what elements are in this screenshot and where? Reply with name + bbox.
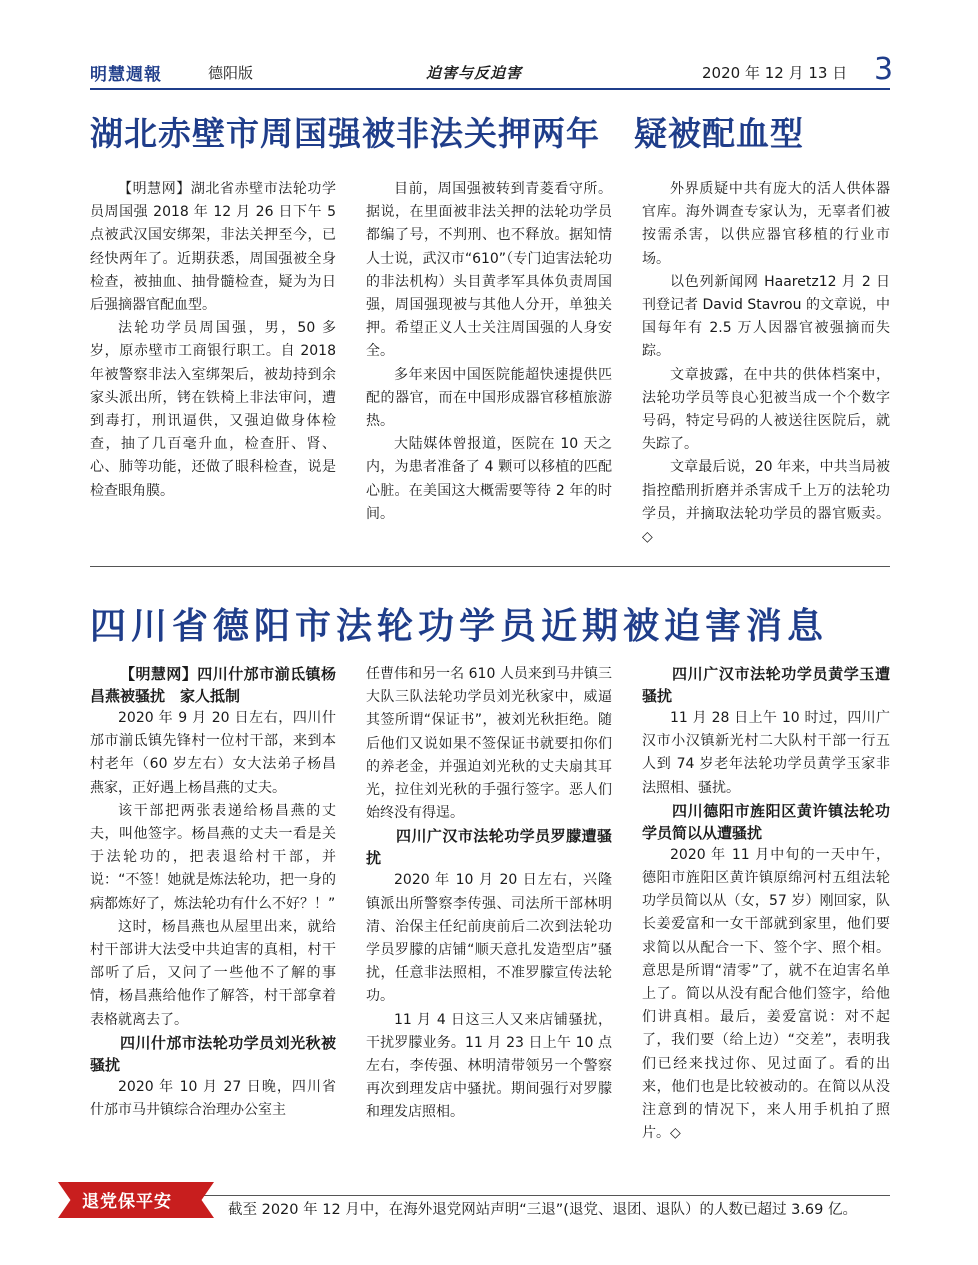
paragraph: 2020 年 9 月 20 日左右，四川什邡市湔氐镇先锋村一位村干部，来到本村老年（60 岁左右）女大法弟子杨昌燕家，正好遇上杨昌燕的丈夫。 <box>90 710 336 796</box>
article1-headline: 湖北赤壁市周国强被非法关押两年 疑被配血型 <box>90 114 804 153</box>
article1-column-1 <box>90 178 336 503</box>
subheading: 四川广汉市法轮功学员罗朦遭骚扰 <box>366 827 612 868</box>
paragraph: 该干部把两张表递给杨昌燕的丈夫，叫他签字。杨昌燕的丈夫一看是关于法轮功的，把表退给村干部，并说：“不签！她就是炼法轮功，把一身的病都炼好了，炼法轮功有什么不好？！” <box>90 802 336 912</box>
article2-headline: 四川省德阳市法轮功学员近期被迫害消息 <box>90 606 829 647</box>
paragraph: 文章最后说，20 年来，中共当局被指控酷刑折磨并杀害成千上万的法轮功学员，并摘取法轮功学员的器官贩卖。◇ <box>642 459 890 546</box>
paragraph: 2020 年 11 月中旬的一天中午，德阳市旌阳区黄许镇原绵河村五组法轮功学员简以从（女，57 岁）刚回家，队长姜爱富和一女干部就到家里，他们要求简以从配合一下、签个字、照个相。意思是所谓“清零”了，就不在迫害名单上了。简以从没有配合他们签字，给他们讲真相。最后，姜爱富说：对不起了，我们要（给上边）“交差”，表明我们已经来找过你、见过面了。看的出来，他们也是比较被动的。在简以从没注意到的情况下，来人用手机拍了照片。◇ <box>642 846 890 1142</box>
paragraph: 11 月 4 日这三人又来店铺骚扰，干扰罗朦业务。11 月 23 日上午 10 点左右，李传强、林明清带领另一个警察再次到理发店中骚扰。期间强行对罗朦和理发店照相。 <box>366 1011 612 1121</box>
ribbon-label: 退党保平安 <box>82 1192 172 1212</box>
footer-notice: 截至 2020 年 12 月中，在海外退党网站声明“三退”(退党、退团、退队）的人数已超过 3.69 亿。 <box>228 1202 857 1218</box>
subheading: 四川什邡市法轮功学员刘光秋被骚扰 <box>90 1033 336 1074</box>
paragraph: 外界质疑中共有庞大的活人供体器官库。海外调查专家认为，无辜者们被按需杀害，以供应器官移植的行业市场。 <box>642 181 890 267</box>
paragraph: 目前，周国强被转到青菱看守所。据说，在里面被非法关押的法轮功学员都编了号，不判刑、也不释放。据知情人士说，武汉市“610”（专门迫害法轮功的非法机构）头目黄孝军具体负责周国强，周国强现被与其他人分开，单独关押。希望正义人士关注周国强的人身安全。 <box>366 181 612 360</box>
paragraph: 法轮功学员周国强，男，50 多岁，原赤壁市工商银行职工。自 2018 年被警察非法入室绑架后，被劫持到余家头派出所，铐在铁椅上非法审问，遭到毒打，刑讯逼供，又强迫做身体检查，抽了几百毫升血，检查肝、肾、心、肺等功能，还做了眼科检查，说是检查眼角膜。 <box>90 320 336 499</box>
masthead: 明慧週報 <box>90 65 162 85</box>
header-rule <box>90 88 890 90</box>
footer-rule <box>90 1195 890 1196</box>
lead-subheading: 【明慧网】四川什邡市湔氐镇杨昌燕被骚扰 家人抵制 <box>90 665 336 705</box>
article2-column-3 <box>642 663 890 1145</box>
section-title: 迫害与反迫害 <box>426 64 523 82</box>
paragraph: 这时，杨昌燕也从屋里出来，就给村干部讲大法受中共迫害的真相，村干部听了后，又问了一些他不了解的事情，杨昌燕给他作了解答，村干部拿着表格就离去了。 <box>90 918 336 1028</box>
page-number: 3 <box>874 52 894 87</box>
article2-column-1 <box>90 663 336 1122</box>
paragraph: 11 月 28 日上午 10 时过，四川广汉市小汉镇新光村二大队村干部一行五人到 74 岁老年法轮功学员黄学玉家非法照相、骚扰。 <box>642 710 890 796</box>
paragraph: 2020 年 10 月 27 日晚，四川省什邡市马井镇综合治理办公室主 <box>90 1078 336 1119</box>
article2-column-2 <box>366 663 612 1125</box>
paragraph: 大陆媒体曾报道，医院在 10 天之内，为患者准备了 4 颗可以移植的匹配心脏。在美国这大概需要等待 2 年的时间。 <box>366 436 612 522</box>
paragraph: 任曹伟和另一名 610 人员来到马井镇三大队三队法轮功学员刘光秋家中，威逼其签所谓“保证书”，被刘光秋拒绝。随后他们又说如果不签保证书就要扣你们的养老金，并强迫刘光秋的丈夫扇其耳光，拉住刘光秋的手强行签字。恶人们始终没有得逞。 <box>366 666 612 822</box>
paragraph: 文章披露，在中共的供体档案中，法轮功学员等良心犯被当成一个个数字号码，特定号码的人被送往医院后，就失踪了。 <box>642 366 890 453</box>
subheading: 四川德阳市旌阳区黄许镇法轮功学员简以从遭骚扰 <box>642 801 890 842</box>
paragraph: 【明慧网】湖北省赤壁市法轮功学员周国强 2018 年 12 月 26 日下午 5 点被武汉国安绑架，非法关押至今，已经快两年了。近期获悉，周国强被全身检查，被抽血、抽骨髓检查，疑为为日后强摘器官配血型。 <box>90 181 336 314</box>
page-header <box>90 52 894 88</box>
article1-column-2 <box>366 178 612 526</box>
article1-column-3 <box>642 178 890 549</box>
article-divider <box>90 566 890 567</box>
paragraph: 2020 年 10 月 20 日左右，兴隆镇派出所警察李传强、司法所干部林明清、治保主任纪前庚前后二次到法轮功学员罗朦的店铺“顺天意扎发造型店”骚扰，任意非法照相，不准罗朦宣传法轮功。 <box>366 872 612 1005</box>
paragraph: 以色列新闻网 Haaretz12 月 2 日刊登记者 David Stavrou 的文章说，中国每年有 2.5 万人因器官被强摘而失踪。 <box>642 273 890 360</box>
issue-date: 2020 年 12 月 13 日 <box>702 64 848 82</box>
edition-label: 德阳版 <box>208 64 254 82</box>
subheading: 四川广汉市法轮功学员黄学玉遭骚扰 <box>642 665 890 705</box>
paragraph: 多年来因中国医院能超快速提供匹配的器官，而在中国形成器官移植旅游热。 <box>366 366 612 430</box>
